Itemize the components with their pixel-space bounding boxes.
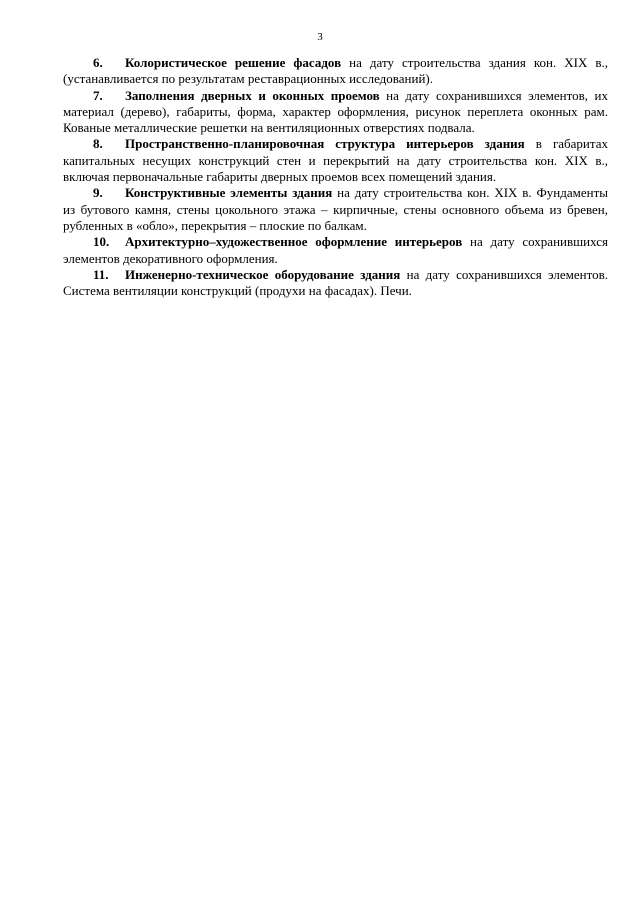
item-text: на дату строительства здания кон. XIX в., (устанавливается по результатам реставрационных исследований). xyxy=(63,55,609,87)
item-text: на дату сохранившихся элементов, их материал (дерево), габариты, форма, характер оформления, рисунок переплета оконных рам. Кованые металлические решетки на вентиляционных отверстиях подвала. xyxy=(63,87,608,136)
item-text: в габаритах капитальных несущих конструкций стен и перекрытий на дату строительства кон. XIX в., включая первоначальные габариты дверных проемов всех помещений здания. xyxy=(63,136,608,185)
list-item xyxy=(63,185,608,234)
list-item xyxy=(63,88,608,137)
list-item xyxy=(63,267,608,300)
item-heading: Инженерно-техническое оборудование здания xyxy=(125,266,401,282)
document-body xyxy=(63,55,608,299)
list-item xyxy=(63,55,608,88)
list-item xyxy=(63,234,608,267)
item-heading: Конструктивные элементы здания xyxy=(125,185,333,201)
item-number: 11. xyxy=(93,266,109,282)
item-number: 9. xyxy=(93,185,103,201)
item-heading: Пространственно-планировочная структура интерьеров здания xyxy=(125,136,525,152)
page-number: 3 xyxy=(317,31,323,43)
item-number: 8. xyxy=(93,136,103,152)
item-heading: Заполнения дверных и оконных проемов xyxy=(125,87,380,103)
item-text: на дату сохранившихся элементов декоративного оформления. xyxy=(63,234,608,266)
item-heading: Колористическое решение фасадов xyxy=(125,55,342,70)
list-item xyxy=(63,136,608,185)
item-number: 7. xyxy=(93,87,103,103)
item-heading: Архитектурно–художественное оформление интерьеров xyxy=(125,234,463,250)
item-text: на дату строительства кон. XIX в. Фундаменты из бутового камня, стены цокольного этажа – кирпичные, стены основного объема из бревен, рубленных в «обло», перекрытия – плоские по балкам. xyxy=(63,185,608,233)
item-text: на дату сохранившихся элементов. Система вентиляции конструкций (продухи на фасадах). Печи. xyxy=(63,266,608,299)
item-number: 6. xyxy=(93,55,103,70)
item-number: 10. xyxy=(93,234,110,250)
